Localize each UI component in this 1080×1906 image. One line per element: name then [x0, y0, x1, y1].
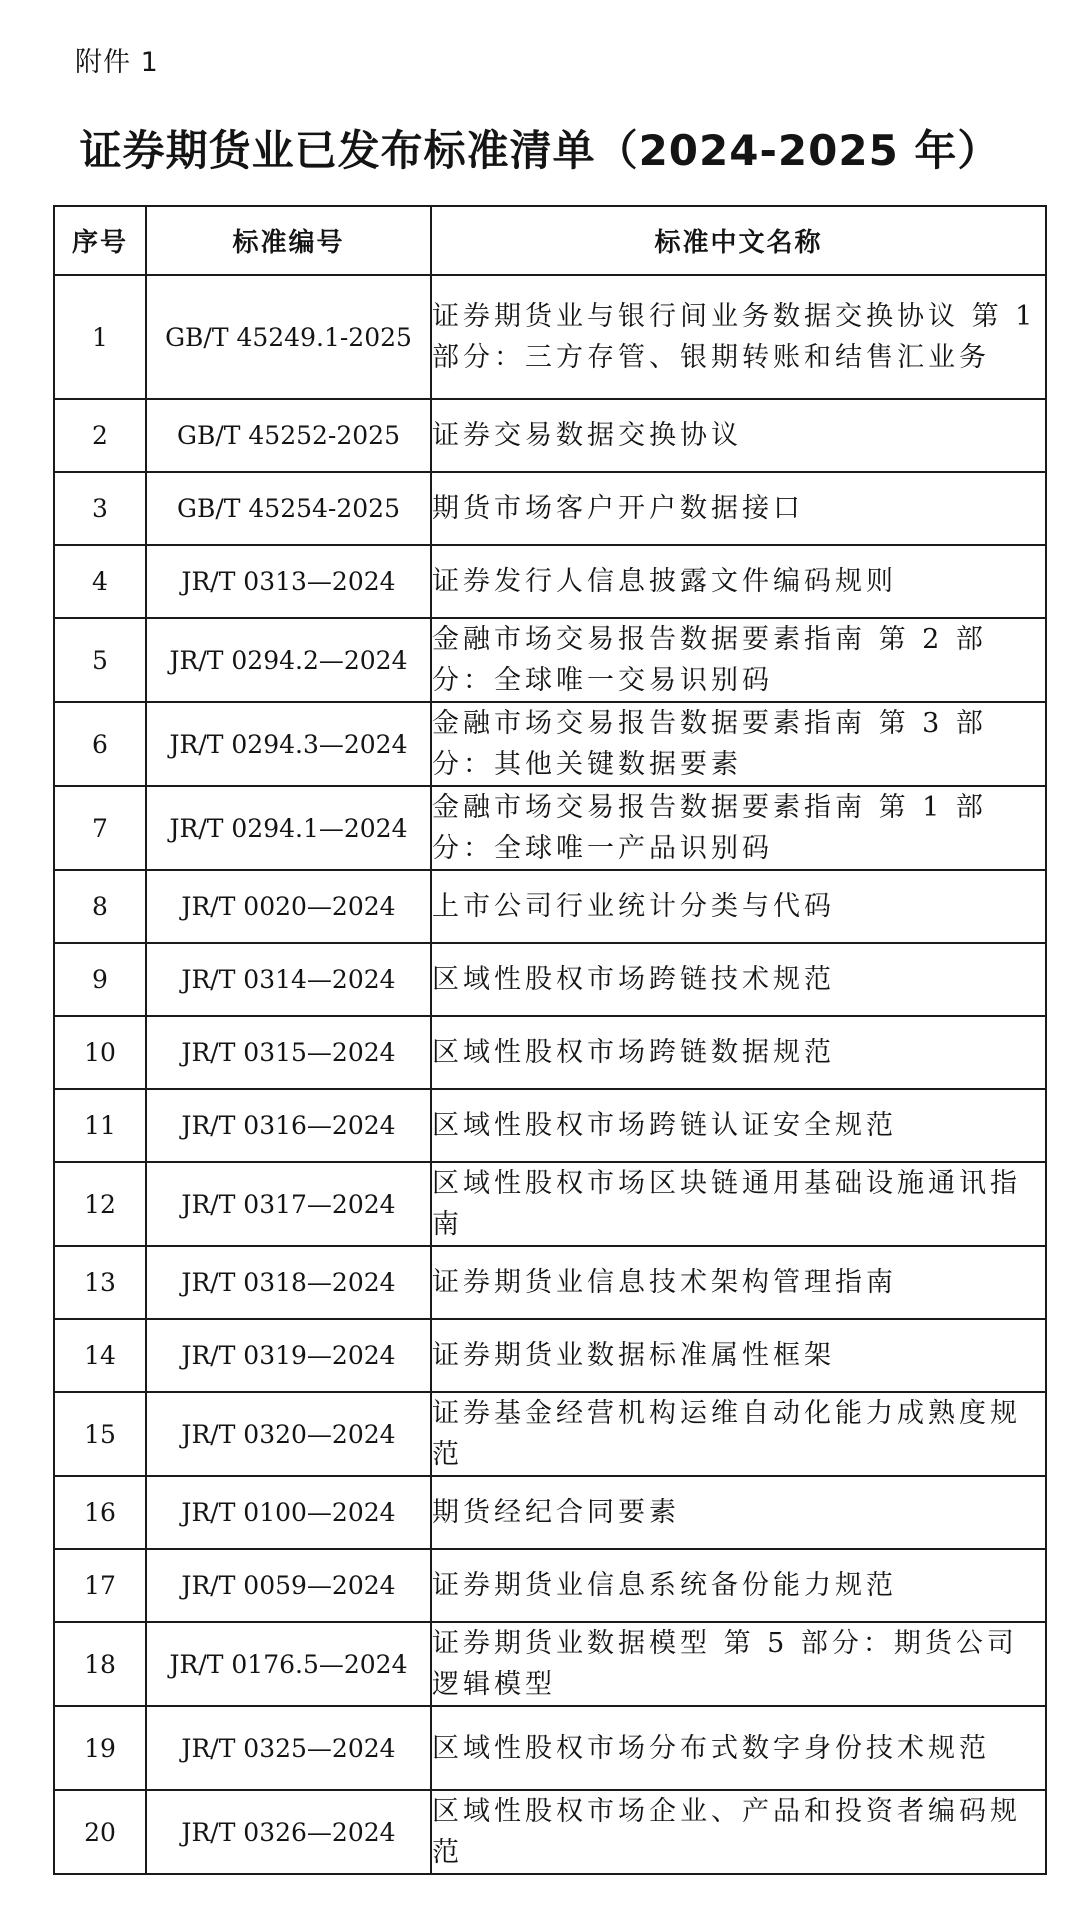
- row-number: 2: [54, 399, 146, 472]
- table-row: [54, 275, 1046, 399]
- table-row: [54, 1392, 1046, 1476]
- standard-code: JR/T 0316—2024: [146, 1089, 431, 1162]
- standard-code: JR/T 0317—2024: [146, 1162, 431, 1246]
- standard-name: 证券期货业信息技术架构管理指南: [431, 1246, 1046, 1319]
- standard-name: 区域性股权市场分布式数字身份技术规范: [431, 1706, 1046, 1790]
- standard-code: GB/T 45249.1-2025: [146, 275, 431, 399]
- row-number: 7: [54, 786, 146, 870]
- row-number: 5: [54, 618, 146, 702]
- table-row: [54, 399, 1046, 472]
- standard-code: GB/T 45254-2025: [146, 472, 431, 545]
- standard-name: 证券交易数据交换协议: [431, 399, 1046, 472]
- standards-table: [53, 205, 1047, 1875]
- standard-name: 证券发行人信息披露文件编码规则: [431, 545, 1046, 618]
- standard-name: 期货市场客户开户数据接口: [431, 472, 1046, 545]
- row-number: 14: [54, 1319, 146, 1392]
- standard-name: 证券期货业数据模型 第 5 部分：期货公司逻辑模型: [431, 1622, 1046, 1706]
- standard-name: 上市公司行业统计分类与代码: [431, 870, 1046, 943]
- standard-name: 证券期货业与银行间业务数据交换协议 第 1 部分：三方存管、银期转账和结售汇业务: [431, 275, 1046, 399]
- row-number: 17: [54, 1549, 146, 1622]
- standard-code: JR/T 0294.3—2024: [146, 702, 431, 786]
- standard-code: JR/T 0314—2024: [146, 943, 431, 1016]
- table-row: [54, 1549, 1046, 1622]
- row-number: 4: [54, 545, 146, 618]
- attachment-label: 附件 1: [75, 47, 159, 78]
- standard-name: 区域性股权市场跨链技术规范: [431, 943, 1046, 1016]
- table-row: [54, 1706, 1046, 1790]
- standard-name: 区域性股权市场区块链通用基础设施通讯指南: [431, 1162, 1046, 1246]
- table-row: [54, 1162, 1046, 1246]
- row-number: 9: [54, 943, 146, 1016]
- standard-name: 证券期货业信息系统备份能力规范: [431, 1549, 1046, 1622]
- table-row: [54, 545, 1046, 618]
- standard-name: 期货经纪合同要素: [431, 1476, 1046, 1549]
- standard-name: 金融市场交易报告数据要素指南 第 3 部分：其他关键数据要素: [431, 702, 1046, 786]
- row-number: 16: [54, 1476, 146, 1549]
- standard-name: 证券期货业数据标准属性框架: [431, 1319, 1046, 1392]
- table-row: [54, 943, 1046, 1016]
- standard-name: 金融市场交易报告数据要素指南 第 1 部分：全球唯一产品识别码: [431, 786, 1046, 870]
- row-number: 13: [54, 1246, 146, 1319]
- standard-code: JR/T 0318—2024: [146, 1246, 431, 1319]
- table-row: [54, 1622, 1046, 1706]
- table-row: [54, 1246, 1046, 1319]
- standard-code: JR/T 0315—2024: [146, 1016, 431, 1089]
- row-number: 10: [54, 1016, 146, 1089]
- standard-code: JR/T 0320—2024: [146, 1392, 431, 1476]
- standard-name: 区域性股权市场跨链数据规范: [431, 1016, 1046, 1089]
- standard-code: JR/T 0100—2024: [146, 1476, 431, 1549]
- table-row: [54, 1089, 1046, 1162]
- column-header-code: 标准编号: [146, 206, 431, 275]
- row-number: 3: [54, 472, 146, 545]
- row-number: 12: [54, 1162, 146, 1246]
- row-number: 6: [54, 702, 146, 786]
- table-row: [54, 1790, 1046, 1874]
- table-row: [54, 472, 1046, 545]
- standard-name: 区域性股权市场跨链认证安全规范: [431, 1089, 1046, 1162]
- standard-code: GB/T 45252-2025: [146, 399, 431, 472]
- table-row: [54, 618, 1046, 702]
- table-row: [54, 702, 1046, 786]
- table-header-row: [54, 206, 1046, 275]
- row-number: 1: [54, 275, 146, 399]
- standard-code: JR/T 0325—2024: [146, 1706, 431, 1790]
- standard-code: JR/T 0176.5—2024: [146, 1622, 431, 1706]
- standard-name: 区域性股权市场企业、产品和投资者编码规范: [431, 1790, 1046, 1874]
- standard-name: 证券基金经营机构运维自动化能力成熟度规范: [431, 1392, 1046, 1476]
- row-number: 18: [54, 1622, 146, 1706]
- row-number: 11: [54, 1089, 146, 1162]
- row-number: 20: [54, 1790, 146, 1874]
- column-header-number: 序号: [54, 206, 146, 275]
- column-header-name: 标准中文名称: [431, 206, 1046, 275]
- row-number: 15: [54, 1392, 146, 1476]
- standard-code: JR/T 0313—2024: [146, 545, 431, 618]
- table-row: [54, 1016, 1046, 1089]
- table-row: [54, 1319, 1046, 1392]
- standard-code: JR/T 0294.2—2024: [146, 618, 431, 702]
- standard-code: JR/T 0326—2024: [146, 1790, 431, 1874]
- standard-code: JR/T 0319—2024: [146, 1319, 431, 1392]
- table-row: [54, 786, 1046, 870]
- standard-code: JR/T 0059—2024: [146, 1549, 431, 1622]
- row-number: 19: [54, 1706, 146, 1790]
- table-row: [54, 1476, 1046, 1549]
- row-number: 8: [54, 870, 146, 943]
- standard-code: JR/T 0020—2024: [146, 870, 431, 943]
- standard-code: JR/T 0294.1—2024: [146, 786, 431, 870]
- table-row: [54, 870, 1046, 943]
- standard-name: 金融市场交易报告数据要素指南 第 2 部分：全球唯一交易识别码: [431, 618, 1046, 702]
- page-title: 证券期货业已发布标准清单（2024-2025 年）: [79, 126, 1001, 175]
